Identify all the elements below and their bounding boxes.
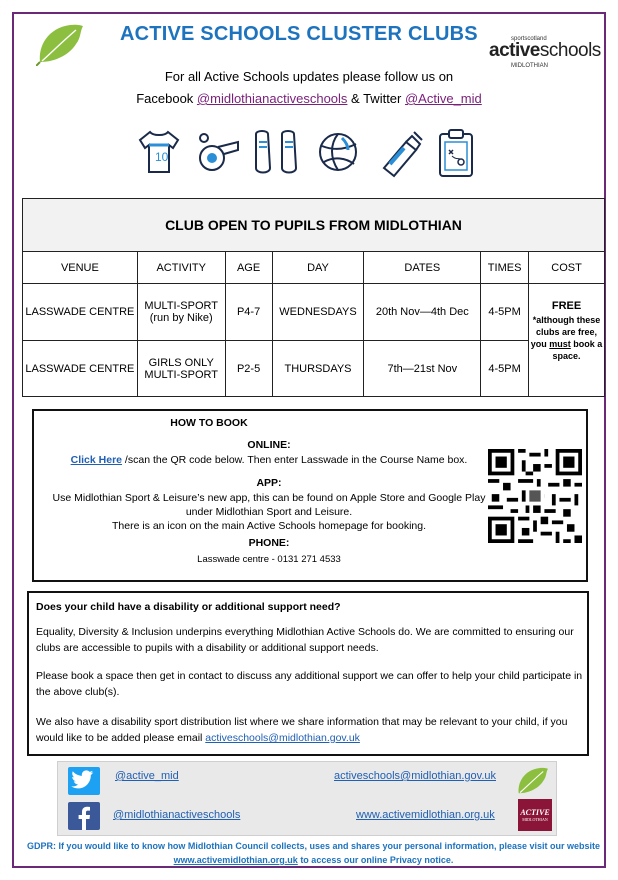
tshirt-icon xyxy=(136,128,182,176)
cost-note: *although these clubs are free, you must book a space. xyxy=(530,315,603,361)
column-header-activity: ACTIVITY xyxy=(137,252,225,284)
clipboard-icon xyxy=(436,128,476,180)
page-title: ACTIVE SCHOOLS CLUSTER CLUBS xyxy=(120,23,478,45)
logo-small-text: sportscotland xyxy=(511,36,547,42)
app-line-1: Use Midlothian Sport & Leisure’s new app, this can be found on Apple Store and Google Play xyxy=(52,492,486,504)
footer-contact-box xyxy=(57,761,557,836)
dates-cell: 20th Nov—4th Dec xyxy=(364,284,481,341)
twitter-icon[interactable] xyxy=(68,767,100,795)
age-cell: P2-5 xyxy=(225,341,272,397)
qr-code-icon[interactable] xyxy=(488,449,582,543)
app-label: APP: xyxy=(256,477,282,489)
disability-paragraph-1: Equality, Diversity & Inclusion underpins everything Midlothian Active Schools do. We are committed to ensuring our clubs are accessible to pupils with a disability or additional support needs. xyxy=(36,626,574,654)
footer-facebook-link[interactable]: @midlothianactiveschools xyxy=(113,809,241,821)
dates-cell: 7th—21st Nov xyxy=(364,341,481,397)
click-here-link[interactable]: Click Here xyxy=(70,454,123,466)
times-cell: 4-5PM xyxy=(481,341,529,397)
logo-sub-text: MIDLOTHIAN xyxy=(511,63,549,69)
disability-question: Does your child have a disability or additional support need? xyxy=(36,601,341,613)
svg-text:10: 10 xyxy=(155,150,169,164)
disability-email-link[interactable]: activeschools@midlothian.gov.uk xyxy=(205,732,360,744)
table-row xyxy=(23,284,605,341)
active-midlothian-badge xyxy=(518,799,552,831)
facebook-handle-link[interactable]: @midlothianactiveschools xyxy=(196,91,348,106)
how-to-book-title: HOW TO BOOK xyxy=(170,417,248,429)
facebook-icon[interactable] xyxy=(68,802,100,830)
column-header-venue: VENUE xyxy=(23,252,138,284)
column-header-day: DAY xyxy=(272,252,364,284)
logo-main-text: activeschools xyxy=(489,40,601,61)
disability-paragraph-3: We also have a disability sport distribution list where we share information that may be relevant to your child, if you would like to be added please email activeschools@midlothian.gov.uk xyxy=(36,716,568,744)
activity-cell: GIRLS ONLY MULTI-SPORT xyxy=(137,341,225,397)
footer-twitter-link[interactable]: @active_mid xyxy=(115,770,179,782)
online-label: ONLINE: xyxy=(247,439,291,451)
cost-free-label: FREE xyxy=(551,300,582,312)
trainers-icon xyxy=(252,128,300,178)
day-cell: WEDNESDAYS xyxy=(272,284,364,341)
disability-paragraph-2: Please book a space then get in contact to discuss any additional support we can offer to help your child participate in the above club(s). xyxy=(36,670,583,698)
leaf-logo-icon xyxy=(36,22,86,66)
times-cell: 4-5PM xyxy=(481,284,529,341)
badge-text: ACTIVE xyxy=(520,808,550,817)
footer-website-link[interactable]: www.activemidlothian.org.uk xyxy=(356,809,495,821)
disability-support-box xyxy=(27,591,589,756)
twitter-handle-link[interactable]: @Active_mid xyxy=(404,91,482,106)
water-bottle-icon xyxy=(376,128,426,178)
cost-cell xyxy=(529,284,605,397)
venue-cell: LASSWADE CENTRE xyxy=(23,341,138,397)
activity-cell: MULTI-SPORT (run by Nike) xyxy=(137,284,225,341)
table-heading: CLUB OPEN TO PUPILS FROM MIDLOTHIAN xyxy=(23,199,605,252)
online-instructions: Click Here /scan the QR code below. Then enter Lasswade in the Course Name box. xyxy=(70,454,468,466)
table-header-row xyxy=(23,252,605,284)
column-header-times: TIMES xyxy=(481,252,529,284)
volleyball-icon xyxy=(316,128,362,176)
how-to-book-box xyxy=(32,409,588,582)
phone-label: PHONE: xyxy=(248,537,290,549)
age-cell: P4-7 xyxy=(225,284,272,341)
column-header-dates: DATES xyxy=(364,252,481,284)
table-row xyxy=(23,341,605,397)
badge-sub-text: MIDLOTHIAN xyxy=(522,817,548,822)
day-cell: THURSDAYS xyxy=(272,341,364,397)
app-line-2: under Midlothian Sport and Leisure. xyxy=(185,506,353,518)
venue-cell: LASSWADE CENTRE xyxy=(23,284,138,341)
app-line-3: There is an icon on the main Active Schools homepage for booking. xyxy=(111,520,427,532)
column-header-cost: COST xyxy=(529,252,605,284)
gdpr-notice: GDPR: If you would like to know how Midlothian Council collects, uses and shares your personal information, please visit our website www.activemidlothian.org.uk to access our online Privacy notice. xyxy=(26,841,601,865)
club-table xyxy=(22,198,605,397)
column-header-age: AGE xyxy=(225,252,272,284)
phone-number: Lasswade centre - 0131 271 4533 xyxy=(197,554,341,565)
gdpr-website-link[interactable]: www.activemidlothian.org.uk xyxy=(173,855,298,865)
sport-icons-row xyxy=(130,128,480,180)
intro-text xyxy=(100,66,518,110)
intro-line-2: Facebook @midlothianactiveschools & Twitter @Active_mid xyxy=(136,91,482,106)
whistle-icon xyxy=(194,128,242,176)
footer-email-link[interactable]: activeschools@midlothian.gov.uk xyxy=(334,770,496,782)
leaf-logo-small-icon xyxy=(516,766,550,796)
intro-line-1: For all Active Schools updates please follow us on xyxy=(164,69,454,84)
